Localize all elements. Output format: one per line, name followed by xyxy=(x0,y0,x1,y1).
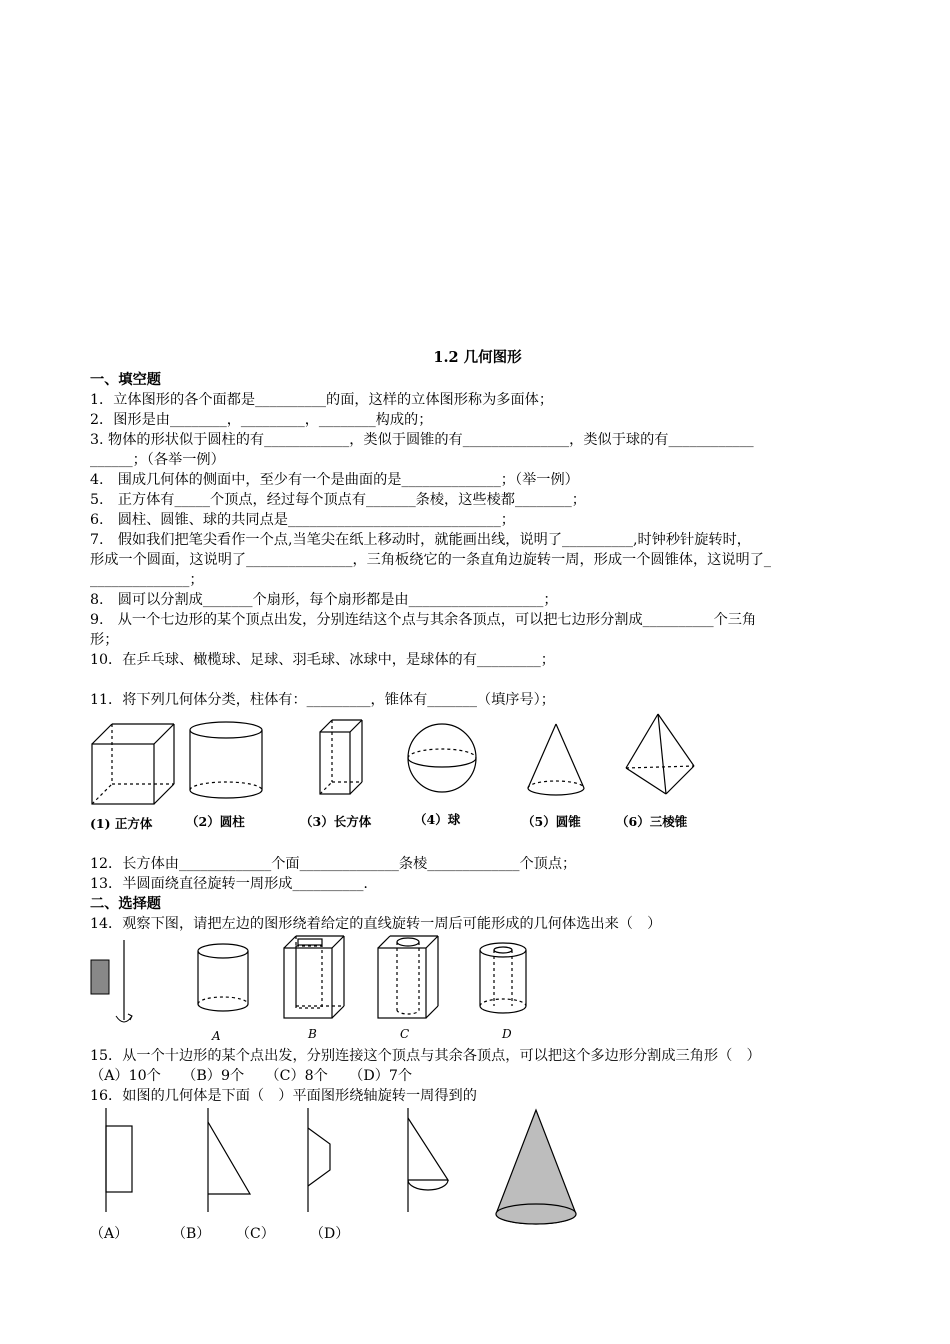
caption-cone: （5）圆锥 xyxy=(522,814,581,829)
cuboid-figure xyxy=(318,718,366,798)
page-title: 1.2 几何图形 xyxy=(433,349,522,366)
caption-cube: (1) 正方体 xyxy=(90,816,153,831)
question-10: 10．在乒乓球、橄榄球、足球、羽毛球、冰球中，是球体的有_________； xyxy=(90,652,555,668)
label-a: A xyxy=(212,1029,221,1043)
question-3-line1: 3. 物体的形状似于圆柱的有____________，类似于圆锥的有_______________，类似于球的有____________ xyxy=(90,432,754,448)
question-9-line1: 9. 从一个七边形的某个顶点出发，分别连结这个点与其余各顶点，可以把七边形分割成__________个三角 xyxy=(90,612,757,628)
section-fill-in: 一、填空题 xyxy=(90,372,161,388)
question-13: 13．半圆面绕直径旋转一周形成__________. xyxy=(90,876,368,892)
question-5: 5. 正方体有_____个顶点，经过每个顶点有_______条棱，这些棱都________； xyxy=(90,492,586,508)
shape-triangle-semicircle-axis xyxy=(404,1108,454,1212)
shape-triangle-axis xyxy=(204,1108,254,1212)
caption-cylinder: （2）圆柱 xyxy=(186,814,245,829)
option-a-cylinder xyxy=(196,942,252,1018)
shape-rectangle-axis xyxy=(102,1108,138,1212)
shaded-cone-figure xyxy=(492,1108,582,1232)
caption-sphere: （4）球 xyxy=(414,812,461,827)
label-c: C xyxy=(400,1027,410,1041)
question-11: 11．将下列几何体分类，柱体有：_________，锥体有_______（填序号）； xyxy=(90,692,555,708)
question-16: 16．如图的几何体是下面（ ）平面图形绕轴旋转一周得到的 xyxy=(90,1088,477,1104)
section-choice: 二、选择题 xyxy=(90,896,161,912)
caption-cuboid: （3）长方体 xyxy=(300,814,372,829)
cube-figure xyxy=(90,722,180,808)
question-12: 12．长方体由_____________个面______________条棱_____________个顶点； xyxy=(90,856,577,872)
question-4: 4. 围成几何体的侧面中，至少有一个是曲面的是______________；（举一例） xyxy=(90,472,579,488)
cylinder-figure xyxy=(188,720,268,810)
question-7-line3: ______________； xyxy=(90,572,204,588)
label-d: D xyxy=(502,1027,512,1041)
caption-pyramid: （6）三棱锥 xyxy=(616,814,688,829)
question-7-line2: 形成一个圆面，这说明了_______________，三角板绕它的一条直角边旋转一周，形成一个圆锥体，这说明了_ xyxy=(90,552,772,568)
question-8: 8. 圆可以分割成_______个扇形，每个扇形都是由___________________； xyxy=(90,592,558,608)
label-b: B xyxy=(308,1027,317,1041)
option-b-hollow-cuboid xyxy=(282,934,348,1022)
question-3-line2: ______；（各举一例） xyxy=(90,452,225,468)
worksheet xyxy=(90,348,865,1246)
question-14: 14．观察下图，请把左边的图形绕着给定的直线旋转一周后可能形成的几何体选出来（ ） xyxy=(90,916,662,932)
question-15-options: （A）10个 （B）9个 （C）8个 （D）7个 xyxy=(90,1068,413,1084)
cone-figure xyxy=(526,722,588,802)
option-label-a: （A） xyxy=(90,1226,129,1242)
question-2: 2．图形是由________，_________，________构成的； xyxy=(90,412,433,428)
option-label-b: （B） xyxy=(172,1226,211,1242)
question-7-line1: 7. 假如我们把笔尖看作一个点,当笔尖在纸上移动时，就能画出线，说明了__________,时钟秒针旋转时， xyxy=(90,532,751,548)
figure-q14 xyxy=(90,934,865,1046)
shape-trapezoid-axis xyxy=(304,1108,340,1212)
question-15: 15．从一个十边形的某个点出发，分别连接这个顶点与其余各顶点，可以把这个多边形分割成三角形（ ） xyxy=(90,1048,761,1064)
rotating-rectangle-figure xyxy=(90,938,134,1030)
option-c-cuboid-with-hole xyxy=(376,934,442,1022)
question-1: 1．立体图形的各个面都是__________的面，这样的立体图形称为多面体； xyxy=(90,392,554,408)
triangular-pyramid-figure xyxy=(624,712,698,802)
figure-q11 xyxy=(90,718,865,838)
figure-q16 xyxy=(90,1106,865,1246)
sphere-figure xyxy=(406,722,478,794)
question-9-line2: 形； xyxy=(90,632,119,648)
option-label-c: （C） xyxy=(236,1226,275,1242)
option-d-hollow-cylinder xyxy=(478,940,530,1020)
option-label-d: （D） xyxy=(310,1226,350,1242)
question-6: 6. 圆柱、圆锥、球的共同点是______________________________； xyxy=(90,512,515,528)
